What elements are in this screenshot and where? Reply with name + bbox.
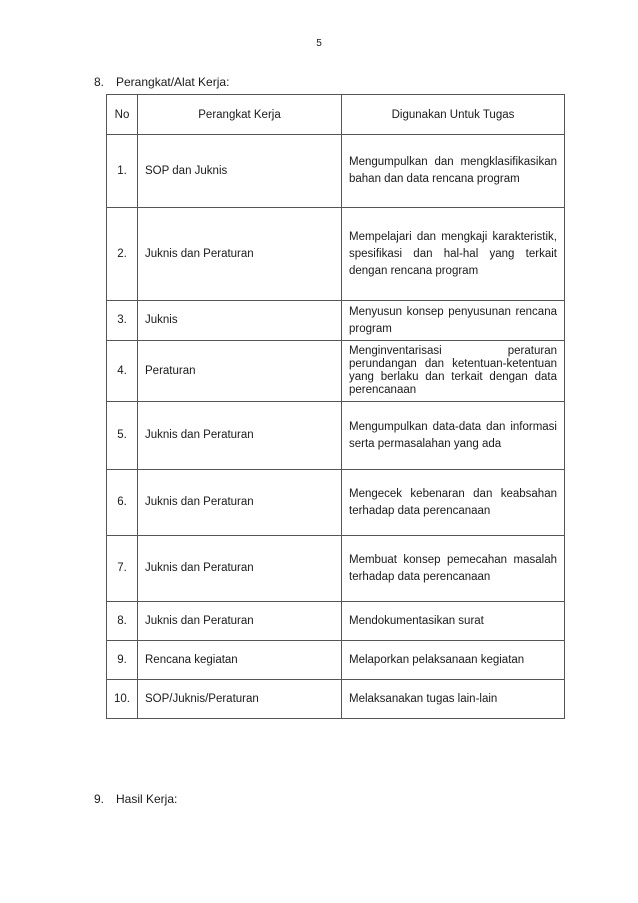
row-task: Membuat konsep pemecahan masalah terhadap data perencanaan bbox=[342, 536, 565, 602]
row-number: 10. bbox=[107, 680, 138, 719]
section-number: 9. bbox=[94, 792, 105, 806]
table-header-row bbox=[107, 95, 565, 135]
page-number: 5 bbox=[316, 38, 322, 49]
section-number: 8. bbox=[94, 75, 105, 89]
section-title: Perangkat/Alat Kerja: bbox=[116, 75, 230, 89]
table-row bbox=[107, 135, 565, 208]
row-task: Mempelajari dan mengkaji karakteristik, spesifikasi dan hal-hal yang terkait dengan rencana program bbox=[342, 208, 565, 301]
table-row bbox=[107, 641, 565, 680]
table-row bbox=[107, 680, 565, 719]
row-task: Melaksanakan tugas lain-lain bbox=[342, 680, 565, 719]
row-tool: SOP dan Juknis bbox=[138, 135, 342, 208]
section-heading-perangkat-kerja bbox=[94, 75, 229, 89]
row-task: Menginventarisasi peraturan perundangan dan ketentuan-ketentuan yang berlaku dan terkait dengan data perencanaan bbox=[342, 341, 565, 402]
section-heading-hasil-kerja bbox=[94, 792, 177, 806]
row-task: Mengumpulkan data-data dan informasi serta permasalahan yang ada bbox=[342, 402, 565, 470]
row-number: 8. bbox=[107, 602, 138, 641]
row-tool: Juknis dan Peraturan bbox=[138, 402, 342, 470]
row-number: 7. bbox=[107, 536, 138, 602]
row-tool: SOP/Juknis/Peraturan bbox=[138, 680, 342, 719]
row-task: Mendokumentasikan surat bbox=[342, 602, 565, 641]
table-row bbox=[107, 341, 565, 402]
row-number: 3. bbox=[107, 301, 138, 341]
row-task: Menyusun konsep penyusunan rencana program bbox=[342, 301, 565, 341]
header-perangkat-kerja: Perangkat Kerja bbox=[138, 95, 342, 135]
row-task: Mengumpulkan dan mengklasifikasikan bahan dan data rencana program bbox=[342, 135, 565, 208]
row-number: 9. bbox=[107, 641, 138, 680]
row-number: 5. bbox=[107, 402, 138, 470]
header-no: No bbox=[107, 95, 138, 135]
row-task: Melaporkan pelaksanaan kegiatan bbox=[342, 641, 565, 680]
table-row bbox=[107, 208, 565, 301]
table-row bbox=[107, 301, 565, 341]
table-row bbox=[107, 470, 565, 536]
row-tool: Juknis dan Peraturan bbox=[138, 208, 342, 301]
row-number: 6. bbox=[107, 470, 138, 536]
row-tool: Juknis dan Peraturan bbox=[138, 536, 342, 602]
row-number: 1. bbox=[107, 135, 138, 208]
table-row bbox=[107, 536, 565, 602]
section-title: Hasil Kerja: bbox=[116, 792, 178, 806]
table-row bbox=[107, 402, 565, 470]
row-tool: Juknis dan Peraturan bbox=[138, 470, 342, 536]
table-row bbox=[107, 602, 565, 641]
row-number: 4. bbox=[107, 341, 138, 402]
perangkat-kerja-table bbox=[106, 94, 565, 719]
row-tool: Juknis dan Peraturan bbox=[138, 602, 342, 641]
row-task: Mengecek kebenaran dan keabsahan terhadap data perencanaan bbox=[342, 470, 565, 536]
row-tool: Juknis bbox=[138, 301, 342, 341]
row-number: 2. bbox=[107, 208, 138, 301]
header-digunakan-untuk-tugas: Digunakan Untuk Tugas bbox=[342, 95, 565, 135]
row-tool: Rencana kegiatan bbox=[138, 641, 342, 680]
row-tool: Peraturan bbox=[138, 341, 342, 402]
